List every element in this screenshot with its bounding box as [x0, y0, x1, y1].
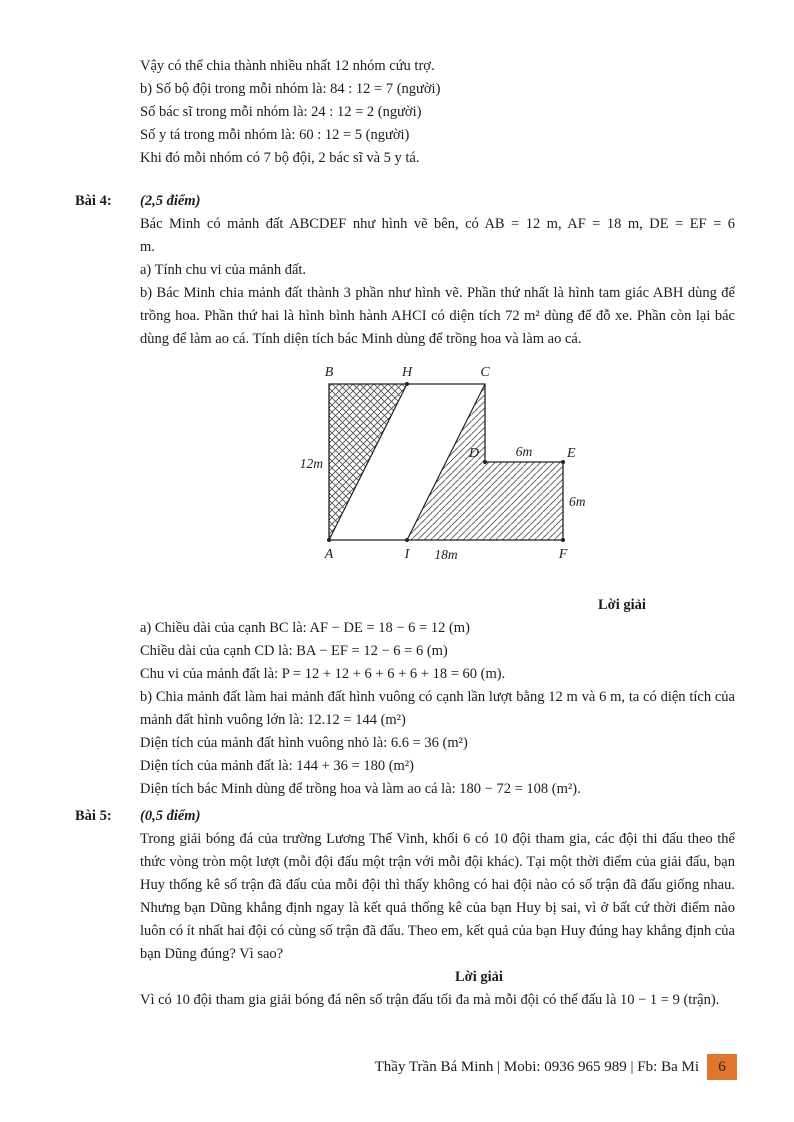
- bai4-label: Bài 4:: [75, 193, 112, 209]
- solution-line: Chiều dài của cạnh CD là: BA − EF = 12 − 6 = 6 (m): [140, 643, 448, 659]
- vertex-label-A: A: [324, 547, 333, 562]
- dimension-AB: 12m: [299, 456, 323, 471]
- solution-line: Chu vi của mảnh đất là: P = 12 + 12 + 6 + 6 + 6 + 18 = 60 (m).: [140, 666, 506, 682]
- vertex-label-C: C: [479, 365, 490, 380]
- dimension-DE: 6m: [515, 444, 532, 459]
- solution-line: Vậy có thể chia thành nhiều nhất 12 nhóm cứu trợ.: [140, 58, 435, 74]
- bai4-solution: [140, 617, 735, 801]
- page-number-badge: 6: [707, 1054, 737, 1080]
- bai4-problem: [140, 213, 735, 351]
- vertex-dot-E: [561, 460, 565, 464]
- solution-line: b) Chia mảnh đất làm hai mảnh đất hình vuông có cạnh lần lượt bằng 12 m và 6 m, ta có diện tích của mảnh đất hình vuông lớn là: 12.12 = 144 (m²): [140, 689, 735, 728]
- solution-line: Số bác sĩ trong mỗi nhóm là: 24 : 12 = 2 (người): [140, 104, 422, 120]
- vertex-dot-I: [405, 538, 409, 542]
- solution-line: Diện tích bác Minh dùng để trồng hoa và làm ao cá là: 180 − 72 = 108 (m²).: [140, 781, 581, 797]
- bai5-solution: Vì có 10 đội tham gia giải bóng đá nên số trận đấu tối đa mà mỗi đội có thể đấu là 10 − 1 = 9 (trận).: [140, 992, 720, 1008]
- vertex-dot-H: [405, 382, 409, 386]
- bai4-header: [75, 190, 735, 213]
- bai4-part-b: b) Bác Minh chia mảnh đất thành 3 phần như hình vẽ. Phần thứ nhất là hình tam giác ABH dùng để trồng hoa. Phần thứ hai là hình bình hành AHCI có diện tích 72 m² dùng để đỗ xe. Phần còn lại bác dùng để làm ao cá. Tính diện tích bác Minh dùng để trồng hoa và làm ao cá.: [140, 285, 735, 347]
- vertex-label-I: I: [404, 547, 409, 562]
- bai5-points: (0,5 điểm): [140, 808, 201, 824]
- bai4-part-a: a) Tính chu vi của mảnh đất.: [140, 262, 307, 278]
- footer-text: Thầy Trần Bá Minh | Mobi: 0936 965 989 | Fb: Ba Mi: [374, 1058, 699, 1075]
- page-footer: [375, 1054, 737, 1080]
- vertex-dot-F: [561, 538, 565, 542]
- land-plot-figure: [283, 356, 593, 592]
- vertex-label-H: H: [401, 365, 412, 380]
- bai5-problem: Trong giải bóng đá của trường Lương Thế Vinh, khối 6 có 10 đội tham gia, các đội thi đấu theo thể thức vòng tròn một lượt (mỗi đội đấu một trận với mỗi đội khác). Tại một thời điểm của giải đấu, bạn Huy thống kê số trận đã đấu của mỗi đội thì thấy không có hai đội nào có số trận đã đấu giống nhau. Nhưng bạn Dũng khẳng định ngay là kết quả thống kê của bạn Huy bị sai, vì ở bất cứ thời điểm nào luôn có ít nhất hai đội có cùng số trận đã đấu. Theo em, kết quả của bạn Huy đúng hay khẳng định của bạn Dũng đúng? Vì sao?: [140, 831, 735, 962]
- solution-line: Khi đó mỗi nhóm có 7 bộ đội, 2 bác sĩ và 5 y tá.: [140, 150, 420, 166]
- intro-block: [140, 55, 735, 170]
- vertex-label-D: D: [468, 446, 479, 461]
- solution-line: Diện tích của mảnh đất hình vuông nhỏ là: 6.6 = 36 (m²): [140, 735, 468, 751]
- page-content: [75, 55, 735, 1012]
- bai4-problem-line1: Bác Minh có mảnh đất ABCDEF như hình vẽ bên, có AB = 12 m, AF = 18 m, DE = EF = 6: [140, 216, 735, 232]
- vertex-label-E: E: [566, 446, 576, 461]
- solution-line: b) Số bộ đội trong mỗi nhóm là: 84 : 12 = 7 (người): [140, 81, 441, 97]
- bai5-loi-giai-heading: Lời giải: [455, 969, 503, 985]
- dimension-AF: 18m: [433, 547, 458, 562]
- bai4-loi-giai-heading: Lời giải: [598, 597, 646, 613]
- bai5-label: Bài 5:: [75, 808, 112, 824]
- vertex-dot-D: [483, 460, 487, 464]
- vertex-label-B: B: [324, 365, 333, 380]
- dimension-EF: 6m: [568, 494, 585, 509]
- vertex-label-F: F: [558, 547, 567, 562]
- land-plot-svg: [283, 356, 593, 584]
- vertex-dot-A: [327, 538, 331, 542]
- bai4-problem-line2: m.: [140, 239, 155, 255]
- solution-line: a) Chiều dài của cạnh BC là: AF − DE = 18 − 6 = 12 (m): [140, 620, 470, 636]
- bai4-points: (2,5 điểm): [140, 193, 201, 209]
- solution-line: Số y tá trong mỗi nhóm là: 60 : 12 = 5 (người): [140, 127, 410, 143]
- solution-line: Diện tích của mảnh đất là: 144 + 36 = 180 (m²): [140, 758, 414, 774]
- bai5-header: [75, 805, 735, 828]
